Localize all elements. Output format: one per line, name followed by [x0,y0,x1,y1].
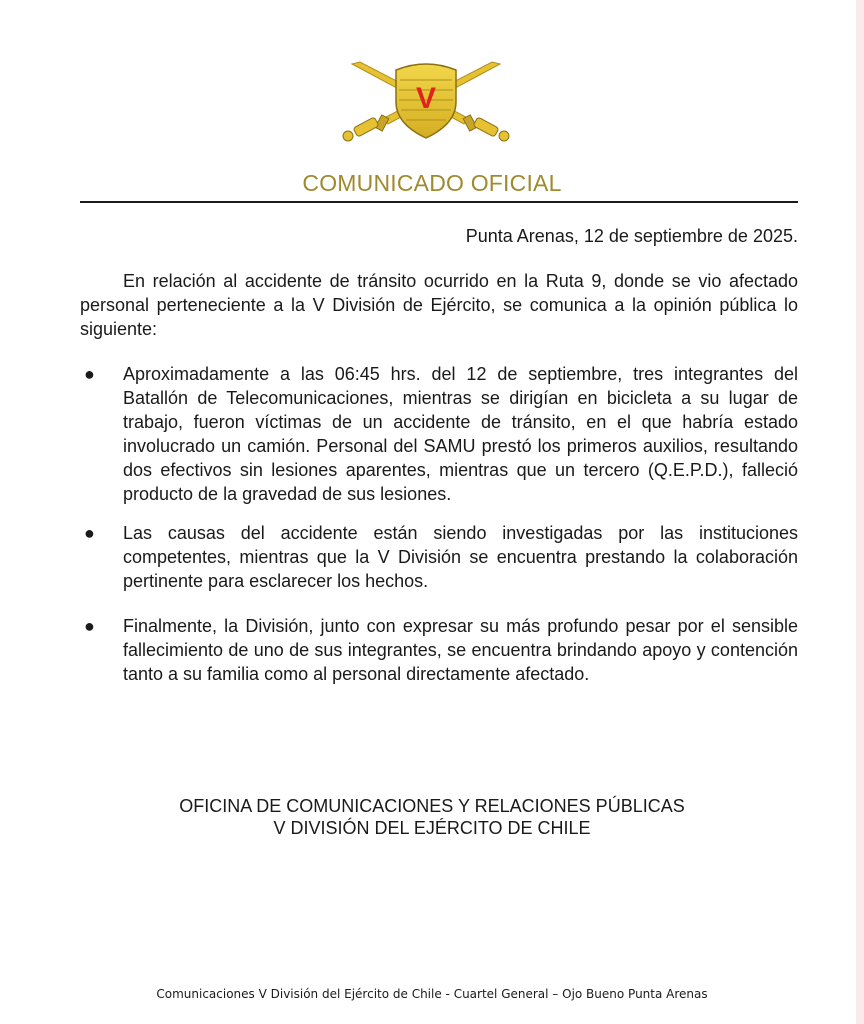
intro-paragraph: En relación al accidente de tránsito ocurrido en la Ruta 9, donde se vio afectado personal perteneciente a la V División de Ejército, se comunica a la opinión pública lo siguiente: [80,271,798,339]
list-item-text: Finalmente, la División, junto con expresar su más profundo pesar por el sensible fallecimiento de uno de sus integrantes, se encuentra brindando apoyo y contención tanto a su familia como al personal directamente afectado. [123,616,798,684]
page-edge [856,0,864,1024]
emblem-letter: V [415,82,437,115]
signature-block [0,795,864,839]
list-item-text: Las causas del accidente están siendo investigadas por las instituciones competentes, mientras que la V División se encuentra prestando la colaboración pertinente para esclarecer los hechos. [123,523,798,591]
division-emblem-icon [338,58,514,144]
shield-icon [396,64,456,138]
list-item [80,614,798,686]
page-footer: Comunicaciones V División del Ejército de Chile - Cuartel General – Ojo Bueno Punta Arenas [156,987,708,1001]
bullet-icon: ● [84,616,95,636]
bullet-icon: ● [84,364,95,384]
date-line: Punta Arenas, 12 de septiembre de 2025. [465,226,798,246]
title-divider [80,201,798,203]
list-item [80,362,798,506]
signature-office: OFICINA DE COMUNICACIONES Y RELACIONES PÚBLICAS [179,796,685,816]
bullet-icon: ● [84,523,95,543]
list-item [80,521,798,593]
document-title: COMUNICADO OFICIAL [302,170,562,196]
list-item-text: Aproximadamente a las 06:45 hrs. del 12 de septiembre, tres integrantes del Batallón de Telecomunicaciones, mientras se dirigían en bicicleta a su lugar de trabajo, fueron víctimas de un accidente de tránsito, en el que habría estado involucrado un camión. Personal del SAMU prestó los primeros auxilios, resultando dos efectivos sin lesiones aparentes, mientras que un tercero (Q.E.P.D.), falleció producto de la gravedad de sus lesiones. [123,364,798,504]
signature-division: V DIVISIÓN DEL EJÉRCITO DE CHILE [273,818,591,838]
